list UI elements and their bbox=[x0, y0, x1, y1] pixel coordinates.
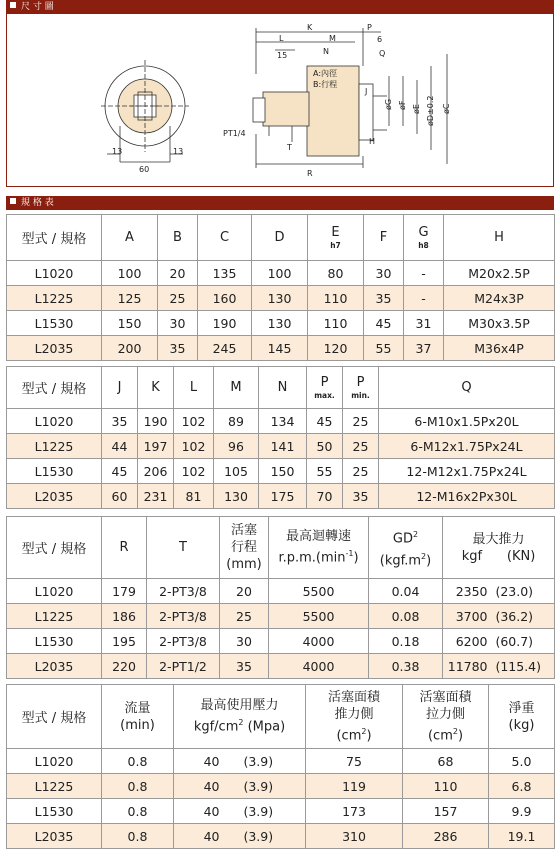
cell-E: 110 bbox=[308, 311, 364, 336]
table-row bbox=[7, 774, 555, 799]
cell-P-min: 35 bbox=[343, 484, 379, 509]
cell-P-max: 50 bbox=[307, 434, 343, 459]
square-bullet-icon bbox=[10, 2, 16, 8]
cell-K: 231 bbox=[138, 484, 174, 509]
table-row bbox=[7, 824, 555, 849]
cell-thrust bbox=[443, 579, 555, 604]
cell-Q: 6-M10x1.5Px20L bbox=[379, 409, 555, 434]
cell-thrust bbox=[443, 654, 555, 679]
header-F: F bbox=[364, 215, 404, 261]
pressure-kgf: 40 bbox=[203, 753, 220, 769]
cell-P-min: 25 bbox=[343, 434, 379, 459]
header-max-speed: 最高迴轉速 $r.p.m.(\min^{-1})$ bbox=[269, 517, 369, 579]
cell-weight: 5.0 bbox=[489, 749, 555, 774]
header-flow: 流量 (min) bbox=[102, 685, 174, 749]
table-4-body bbox=[7, 749, 555, 849]
cell-N: 134 bbox=[259, 409, 307, 434]
square-bullet-icon bbox=[10, 198, 16, 204]
cell-E: 80 bbox=[308, 261, 364, 286]
dimensions-section-header bbox=[6, 0, 554, 14]
table-row bbox=[7, 579, 555, 604]
table-2-body bbox=[7, 409, 555, 509]
table-row bbox=[7, 336, 555, 361]
cell-R: 220 bbox=[102, 654, 147, 679]
cell-G: - bbox=[404, 286, 444, 311]
pressure-mpa: (3.9) bbox=[243, 778, 274, 794]
table-header-row bbox=[7, 517, 555, 579]
cell-D: 130 bbox=[252, 311, 308, 336]
dim-60: 60 bbox=[139, 165, 150, 174]
cell-stroke: 30 bbox=[220, 629, 269, 654]
dim-13-left: 13 bbox=[112, 147, 123, 156]
cell-C: 190 bbox=[198, 311, 252, 336]
cell-pull-area: 286 bbox=[403, 824, 489, 849]
table-row bbox=[7, 434, 555, 459]
header-model: 型式 / 規格 bbox=[7, 685, 102, 749]
cell-model: L2035 bbox=[7, 654, 102, 679]
header-P-min: P min. bbox=[343, 367, 379, 409]
cell-G: - bbox=[404, 261, 444, 286]
dim-15: 15 bbox=[277, 51, 288, 60]
cell-model: L1020 bbox=[7, 409, 102, 434]
cell-J: 45 bbox=[102, 459, 138, 484]
cell-pressure bbox=[174, 824, 306, 849]
cell-T: 2-PT3/8 bbox=[147, 629, 220, 654]
cell-model: L1020 bbox=[7, 579, 102, 604]
dim-R: R bbox=[307, 169, 313, 178]
cell-F: 35 bbox=[364, 286, 404, 311]
label-PT14: PT1/4 bbox=[223, 129, 246, 138]
cell-K: 197 bbox=[138, 434, 174, 459]
cell-pressure bbox=[174, 799, 306, 824]
thrust-kgf: 6200 bbox=[455, 633, 488, 649]
dim-L: L bbox=[279, 34, 284, 43]
cell-F: 45 bbox=[364, 311, 404, 336]
table-row bbox=[7, 409, 555, 434]
cell-weight: 19.1 bbox=[489, 824, 555, 849]
cell-stroke: 35 bbox=[220, 654, 269, 679]
cell-stroke: 20 bbox=[220, 579, 269, 604]
cell-R: 179 bbox=[102, 579, 147, 604]
table-header-row bbox=[7, 215, 555, 261]
header-D: D bbox=[252, 215, 308, 261]
cell-L: 102 bbox=[174, 434, 214, 459]
cell-E: 120 bbox=[308, 336, 364, 361]
cell-M: 130 bbox=[214, 484, 259, 509]
cell-L: 81 bbox=[174, 484, 214, 509]
cell-L: 102 bbox=[174, 409, 214, 434]
dimension-drawing bbox=[6, 14, 554, 187]
cell-T: 2-PT1/2 bbox=[147, 654, 220, 679]
table-row bbox=[7, 311, 555, 336]
header-E: E h7 bbox=[308, 215, 364, 261]
cell-D: 145 bbox=[252, 336, 308, 361]
table-3-body bbox=[7, 579, 555, 679]
pressure-kgf: 40 bbox=[203, 828, 220, 844]
thrust-kgf: 3700 bbox=[455, 608, 488, 624]
cell-thrust bbox=[443, 629, 555, 654]
table-header-row bbox=[7, 685, 555, 749]
cell-D: 100 bbox=[252, 261, 308, 286]
cell-A: 125 bbox=[102, 286, 158, 311]
table-row bbox=[7, 749, 555, 774]
cell-P-min: 25 bbox=[343, 409, 379, 434]
header-J: J bbox=[102, 367, 138, 409]
cell-gd2: 0.18 bbox=[369, 629, 443, 654]
dim-6: 6 bbox=[377, 35, 383, 44]
thrust-kgf: 2350 bbox=[455, 583, 488, 599]
dim-M: M bbox=[329, 34, 336, 43]
cell-model: L1225 bbox=[7, 434, 102, 459]
dim-T: T bbox=[287, 143, 292, 152]
side-view bbox=[253, 28, 447, 168]
header-K: K bbox=[138, 367, 174, 409]
cell-K: 206 bbox=[138, 459, 174, 484]
note-B: B:行程 bbox=[313, 80, 338, 89]
cell-push-area: 75 bbox=[306, 749, 403, 774]
cell-F: 55 bbox=[364, 336, 404, 361]
cell-flow: 0.8 bbox=[102, 749, 174, 774]
dim-H: H bbox=[369, 137, 376, 146]
dim-K: K bbox=[307, 23, 313, 32]
header-R: R bbox=[102, 517, 147, 579]
dimensions-section-title: 尺 寸 圖 bbox=[21, 2, 54, 12]
cell-M: 89 bbox=[214, 409, 259, 434]
cell-push-area: 173 bbox=[306, 799, 403, 824]
cell-A: 150 bbox=[102, 311, 158, 336]
thrust-kn: (23.0) bbox=[495, 583, 534, 599]
table-row bbox=[7, 654, 555, 679]
cell-model: L1225 bbox=[7, 774, 102, 799]
cell-model: L1020 bbox=[7, 749, 102, 774]
dim-G: øG bbox=[384, 98, 393, 110]
cell-model: L1225 bbox=[7, 604, 102, 629]
pressure-mpa: (3.9) bbox=[243, 828, 274, 844]
cell-push-area: 119 bbox=[306, 774, 403, 799]
pressure-kgf: 40 bbox=[203, 778, 220, 794]
header-model: 型式 / 規格 bbox=[7, 367, 102, 409]
cell-Q: 12-M12x1.75Px24L bbox=[379, 459, 555, 484]
header-gd2: $GD^2$ $(kgf.m^2)$ bbox=[369, 517, 443, 579]
dim-F: øF bbox=[398, 100, 407, 110]
dim-D: øD±0.2 bbox=[426, 95, 435, 126]
cell-B: 20 bbox=[158, 261, 198, 286]
thrust-kgf: 11780 bbox=[447, 658, 488, 674]
cell-F: 30 bbox=[364, 261, 404, 286]
thrust-kn: (60.7) bbox=[495, 633, 534, 649]
thrust-kn: (115.4) bbox=[495, 658, 542, 674]
cell-T: 2-PT3/8 bbox=[147, 579, 220, 604]
cell-thrust bbox=[443, 604, 555, 629]
dim-E: øE bbox=[412, 104, 421, 114]
cell-N: 150 bbox=[259, 459, 307, 484]
table-row bbox=[7, 484, 555, 509]
cell-pressure bbox=[174, 774, 306, 799]
cell-model: L1020 bbox=[7, 261, 102, 286]
cell-K: 190 bbox=[138, 409, 174, 434]
header-G: G h8 bbox=[404, 215, 444, 261]
cell-gd2: 0.04 bbox=[369, 579, 443, 604]
cell-G: 37 bbox=[404, 336, 444, 361]
cell-T: 2-PT3/8 bbox=[147, 604, 220, 629]
table-row bbox=[7, 261, 555, 286]
dim-Q: Q bbox=[379, 49, 386, 58]
cell-model: L1530 bbox=[7, 459, 102, 484]
header-max-pressure: 最高使用壓力 kgf/$cm^2$ (Mpa) bbox=[174, 685, 306, 749]
cell-J: 35 bbox=[102, 409, 138, 434]
cell-Q: 12-M16x2Px30L bbox=[379, 484, 555, 509]
header-C: C bbox=[198, 215, 252, 261]
table-row bbox=[7, 459, 555, 484]
table-row bbox=[7, 629, 555, 654]
cell-H: M36x4P bbox=[444, 336, 555, 361]
cell-P-max: 55 bbox=[307, 459, 343, 484]
cell-weight: 6.8 bbox=[489, 774, 555, 799]
cell-model: L1530 bbox=[7, 629, 102, 654]
cell-model: L2035 bbox=[7, 824, 102, 849]
spec-section-title: 規 格 表 bbox=[21, 198, 54, 208]
table-row bbox=[7, 604, 555, 629]
header-model: 型式 / 規格 bbox=[7, 215, 102, 261]
header-Q: Q bbox=[379, 367, 555, 409]
spec-table-4 bbox=[6, 684, 555, 849]
dim-P: P bbox=[367, 23, 372, 32]
header-T: T bbox=[147, 517, 220, 579]
cell-C: 135 bbox=[198, 261, 252, 286]
cell-gd2: 0.38 bbox=[369, 654, 443, 679]
cell-J: 60 bbox=[102, 484, 138, 509]
dim-J: J bbox=[365, 87, 368, 96]
cell-N: 141 bbox=[259, 434, 307, 459]
cell-flow: 0.8 bbox=[102, 799, 174, 824]
header-stroke: 活塞 行程 (mm) bbox=[220, 517, 269, 579]
table-header-row bbox=[7, 367, 555, 409]
header-weight: 淨重 (kg) bbox=[489, 685, 555, 749]
cell-pull-area: 110 bbox=[403, 774, 489, 799]
spec-table-2 bbox=[6, 366, 555, 509]
cell-pressure bbox=[174, 749, 306, 774]
table-1-body bbox=[7, 261, 555, 361]
cell-M: 96 bbox=[214, 434, 259, 459]
pressure-kgf: 40 bbox=[203, 803, 220, 819]
cell-C: 245 bbox=[198, 336, 252, 361]
cell-pull-area: 68 bbox=[403, 749, 489, 774]
cell-stroke: 25 bbox=[220, 604, 269, 629]
cell-H: M30x3.5P bbox=[444, 311, 555, 336]
note-A: A:內徑 bbox=[313, 69, 338, 78]
cell-model: L2035 bbox=[7, 484, 102, 509]
cell-model: L1530 bbox=[7, 311, 102, 336]
header-P-max: P max. bbox=[307, 367, 343, 409]
cell-C: 160 bbox=[198, 286, 252, 311]
cell-A: 100 bbox=[102, 261, 158, 286]
table-row bbox=[7, 799, 555, 824]
pressure-mpa: (3.9) bbox=[243, 803, 274, 819]
cell-speed: 5500 bbox=[269, 604, 369, 629]
cell-flow: 0.8 bbox=[102, 774, 174, 799]
cell-model: L1225 bbox=[7, 286, 102, 311]
cell-P-max: 70 bbox=[307, 484, 343, 509]
cell-P-max: 45 bbox=[307, 409, 343, 434]
cell-N: 175 bbox=[259, 484, 307, 509]
cell-L: 102 bbox=[174, 459, 214, 484]
cell-flow: 0.8 bbox=[102, 824, 174, 849]
header-A: A bbox=[102, 215, 158, 261]
cell-R: 195 bbox=[102, 629, 147, 654]
spec-section-header bbox=[6, 196, 554, 210]
header-H: H bbox=[444, 215, 555, 261]
cell-pull-area: 157 bbox=[403, 799, 489, 824]
cylinder-drawing-svg bbox=[7, 14, 553, 186]
cell-gd2: 0.08 bbox=[369, 604, 443, 629]
cell-R: 186 bbox=[102, 604, 147, 629]
cell-D: 130 bbox=[252, 286, 308, 311]
cell-E: 110 bbox=[308, 286, 364, 311]
header-B: B bbox=[158, 215, 198, 261]
cell-G: 31 bbox=[404, 311, 444, 336]
cell-P-min: 25 bbox=[343, 459, 379, 484]
dim-N: N bbox=[323, 47, 329, 56]
cell-H: M20x2.5P bbox=[444, 261, 555, 286]
cell-Q: 6-M12x1.75Px24L bbox=[379, 434, 555, 459]
cell-model: L1530 bbox=[7, 799, 102, 824]
header-max-thrust: 最大推力 kgf (KN) bbox=[443, 517, 555, 579]
spec-table-3 bbox=[6, 516, 555, 679]
cell-B: 25 bbox=[158, 286, 198, 311]
header-pull-area: 活塞面積 拉力側 $(cm^2)$ bbox=[403, 685, 489, 749]
cell-model: L2035 bbox=[7, 336, 102, 361]
cell-J: 44 bbox=[102, 434, 138, 459]
header-M: M bbox=[214, 367, 259, 409]
thrust-kn: (36.2) bbox=[495, 608, 534, 624]
cell-speed: 4000 bbox=[269, 654, 369, 679]
cell-speed: 5500 bbox=[269, 579, 369, 604]
cell-push-area: 310 bbox=[306, 824, 403, 849]
cell-B: 35 bbox=[158, 336, 198, 361]
header-model: 型式 / 規格 bbox=[7, 517, 102, 579]
header-L: L bbox=[174, 367, 214, 409]
cell-speed: 4000 bbox=[269, 629, 369, 654]
cell-B: 30 bbox=[158, 311, 198, 336]
table-row bbox=[7, 286, 555, 311]
header-N: N bbox=[259, 367, 307, 409]
cell-H: M24x3P bbox=[444, 286, 555, 311]
cell-A: 200 bbox=[102, 336, 158, 361]
pressure-mpa: (3.9) bbox=[243, 753, 274, 769]
cell-weight: 9.9 bbox=[489, 799, 555, 824]
cell-M: 105 bbox=[214, 459, 259, 484]
header-push-area: 活塞面積 推力側 $(cm^2)$ bbox=[306, 685, 403, 749]
dim-C: øC bbox=[442, 103, 451, 114]
spec-table-1 bbox=[6, 214, 555, 361]
dim-13-right: 13 bbox=[173, 147, 184, 156]
